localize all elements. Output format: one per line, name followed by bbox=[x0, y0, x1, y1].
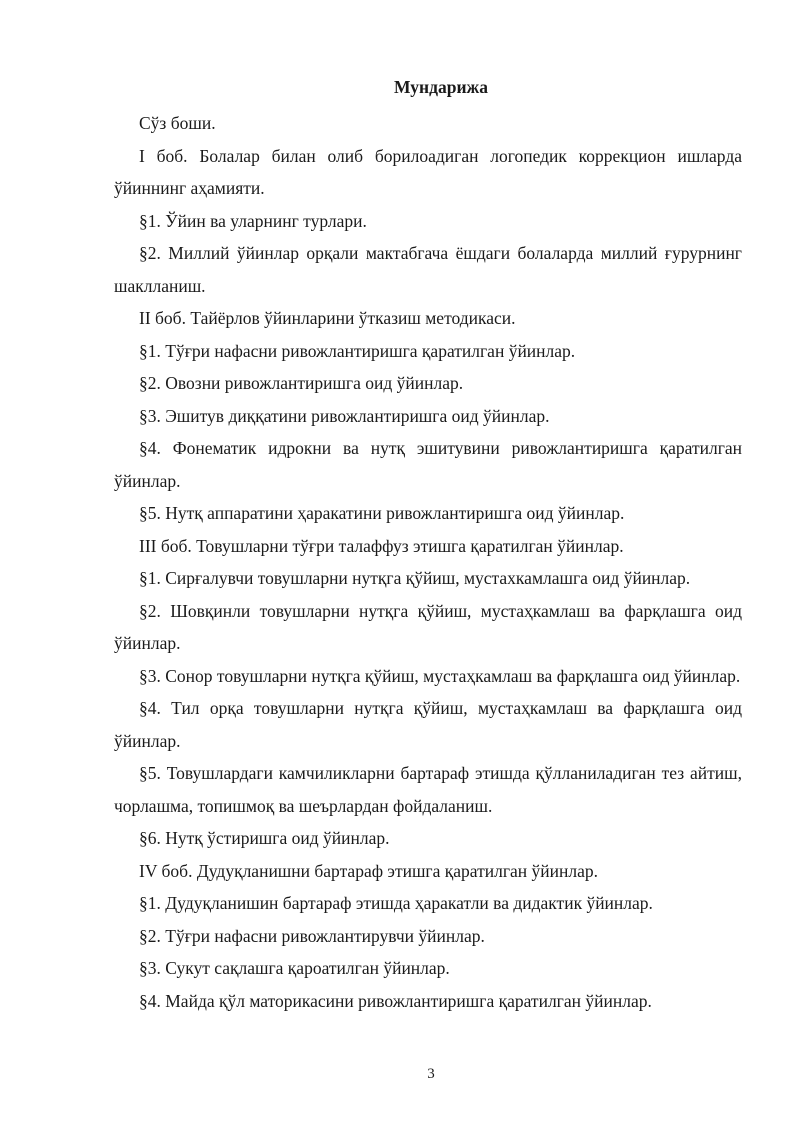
toc-entry-chapter-3: III боб. Товушларни тўғри талаффуз этишга қаратилган ўйинлар. bbox=[139, 535, 624, 556]
toc-entry-4-4: §4. Майда қўл маторикасини ривожлантиришга қаратилган ўйинлар. bbox=[139, 990, 652, 1011]
toc-entry-3-5: §5. Товушлардаги камчиликларни бартараф этишда қўлланиладиган тез айтиш, чорлашма, топишмоқ ва шеърлардан фойдаланиш. bbox=[114, 763, 742, 816]
toc-entry-3-2: §2. Шовқинли товушларни нутқга қўйиш, мустаҳкамлаш ва фарқлашга оид ўйинлар. bbox=[114, 600, 742, 653]
toc-entry-1-1: §1. Ўйин ва уларнинг турлари. bbox=[139, 210, 367, 231]
toc-entry-2-2: §2. Овозни ривожлантиришга оид ўйинлар. bbox=[139, 373, 464, 393]
toc-entry-2-3: §3. Эшитув диққатини ривожлантиришга оид ўйинлар. bbox=[139, 405, 550, 426]
toc-entry-chapter-4: IV боб. Дудуқланишни бартараф этишга қаратилган ўйинлар. bbox=[139, 860, 598, 881]
toc-entry-2-4: §4. Фонематик идрокни ва нутқ эшитувини ривожлантиришга қаратилган ўйинлар. bbox=[114, 438, 742, 491]
toc-entry-chapter-1: I боб. Болалар билан олиб борилоадиган логопедик коррекцион ишларда ўйиннинг аҳамияти. bbox=[114, 145, 742, 198]
toc-entry-chapter-2: II боб. Тайёрлов ўйинларини ўтказиш методикаси. bbox=[139, 308, 516, 328]
toc-entry-3-1: §1. Сирғалувчи товушларни нутқга қўйиш, мустахкамлашга оид ўйинлар. bbox=[139, 568, 691, 588]
toc-entry-4-1: §1. Дудуқланишин бартараф этишда ҳаракатли ва дидактик ўйинлар. bbox=[139, 893, 653, 913]
toc-entry-4-2: §2. Тўғри нафасни ривожлантирувчи ўйинлар. bbox=[139, 925, 485, 946]
toc-entry-4-3: §3. Сукут сақлашга қароатилган ўйинлар. bbox=[139, 958, 450, 978]
toc-entry-3-6: §6. Нутқ ўстиришга оид ўйинлар. bbox=[139, 828, 390, 848]
toc-entry-3-4: §4. Тил орқа товушларни нутқга қўйиш, мустаҳкамлаш ва фарқлашга оид ўйинлар. bbox=[114, 698, 742, 751]
toc-entry-preface: Сўз боши. bbox=[139, 113, 216, 133]
page-title: Мундарижа bbox=[394, 77, 488, 97]
page-number: 3 bbox=[427, 1066, 435, 1082]
toc-entry-1-2: §2. Миллий ўйинлар орқали мактабгача ёшдаги болаларда миллий ғурурнинг шаклланиш. bbox=[114, 243, 742, 296]
toc-entry-3-3: §3. Сонор товушларни нутқга қўйиш, мустаҳкамлаш ва фарқлашга оид ўйинлар. bbox=[139, 665, 741, 686]
table-of-contents bbox=[114, 107, 742, 1017]
toc-entry-2-1: §1. Тўғри нафасни ривожлантиришга қаратилган ўйинлар. bbox=[139, 340, 576, 361]
toc-entry-2-5: §5. Нутқ аппаратини ҳаракатини ривожлантиришга оид ўйинлар. bbox=[139, 503, 625, 523]
